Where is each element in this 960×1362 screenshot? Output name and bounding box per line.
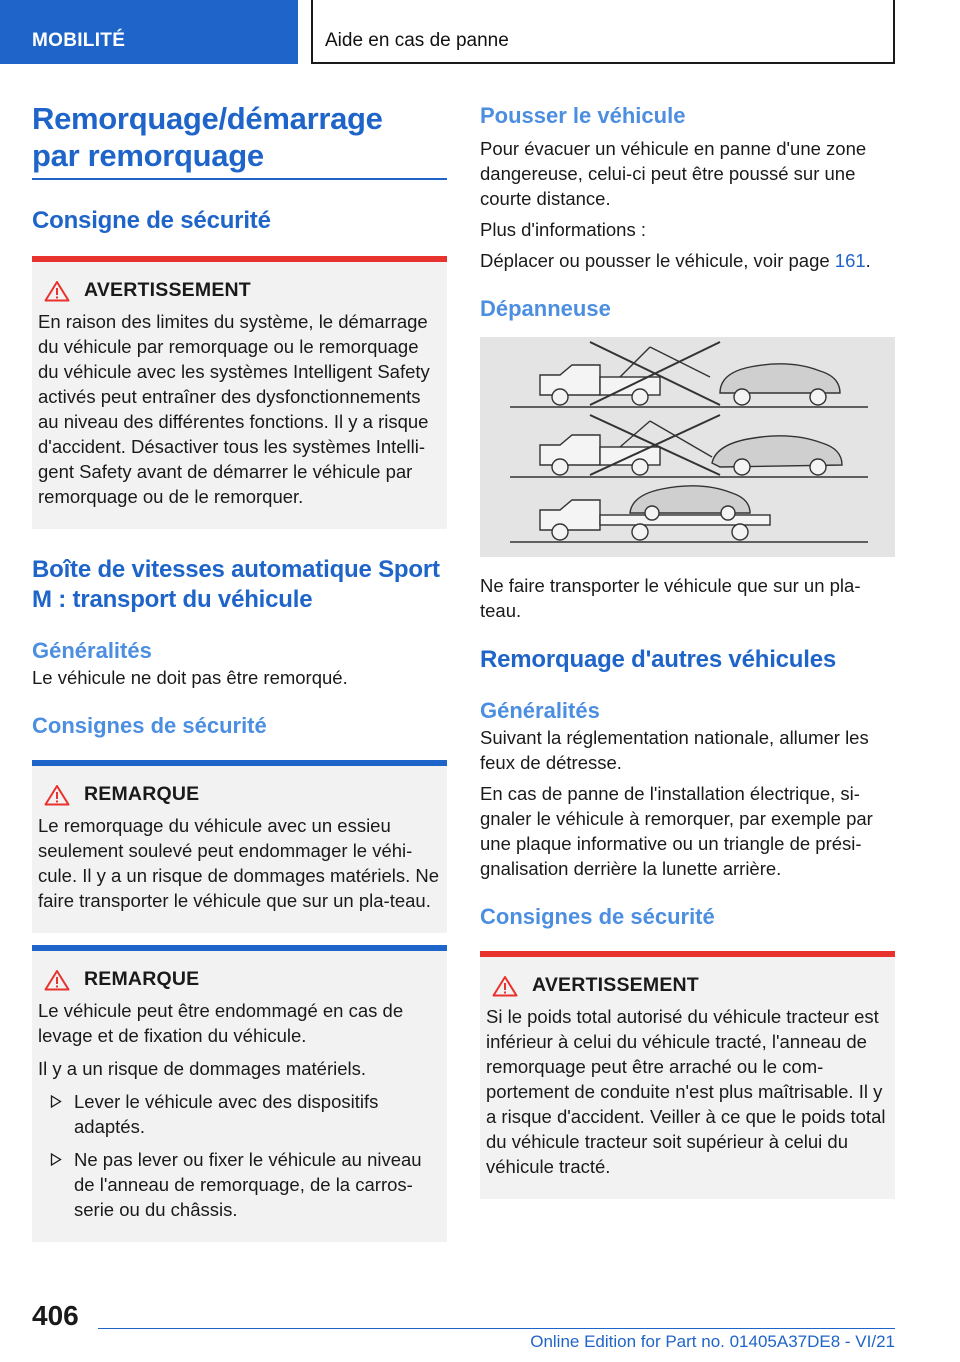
note-label: REMARQUE [84,968,200,990]
heading-pousser-vehicule: Pousser le véhicule [480,103,686,128]
note-box-one-axle [32,760,447,933]
warning-triangle-icon [492,975,518,997]
note-title [38,782,441,807]
list-item [38,1089,441,1139]
warning-title [38,278,441,303]
warning-text: En raison des limites du système, le démarrage du véhicule par remorquage ou le remorquage du véhicule avec les systèmes Intelligent Safety activés peut entraîner des dysfonctionnements au niveau des différentes fonctions. Il y a risque d'accident. Désactiver tous les systèmes Intelli-gent Safety avant de démarrer le véhicule par remorquage ou de le remorquer. [38,311,430,507]
note-text: Le remorquage du véhicule avec un essieu seulement soulevé peut endommager le véhi-cule. Il y a un risque de dommages matériels. Ne faire transporter le véhicule que sur un pla-teau. [38,815,440,911]
warning-title [486,973,889,998]
note-text-1: Le véhicule peut être endommagé en cas de levage et de fixation du véhicule. [38,1000,404,1046]
heading-generalites: Généralités [32,638,152,663]
title-rule [32,178,447,180]
note-text-2: Il y a un risque de dommages matériels. [38,1058,367,1079]
warning-triangle-icon [44,280,70,302]
push-text: Pour évacuer un véhicule en panne d'une zone dangereuse, celui-ci peut être poussé sur une courte distance. [480,138,867,209]
warning-triangle-icon [44,784,70,806]
page-title-line-1: Remorquage/démarrage [32,101,383,136]
note-title [38,967,441,992]
page-title-line-2: par remorquage [32,138,264,173]
general-text-1: Suivant la réglementation nationale, allumer les feux de détresse. [480,727,869,773]
page-number: 406 [32,1300,79,1331]
heading-generalites-right: Généralités [480,698,600,723]
page-link-161[interactable]: 161 [834,250,866,271]
tow-text: Ne faire transporter le véhicule que sur un pla-teau. [480,575,861,621]
footer-rule [98,1328,895,1329]
move-reference-text: Déplacer ou pousser le véhicule, voir page [480,250,835,271]
heading-boite-vitesses: Boîte de vitesses automatique Sport M : transport du véhicule [32,556,440,613]
header-section-label: MOBILITÉ [32,30,126,51]
tow-truck-illustration [480,337,895,557]
warning-box-towing-weight [480,951,895,1199]
left-column [32,100,447,1242]
list-item-text: Lever le véhicule avec des dispositifs adaptés. [74,1091,379,1137]
page-title [32,100,447,174]
more-info-text: Plus d'informations : [480,219,646,240]
warning-label: AVERTISSEMENT [84,279,251,301]
note-label: REMARQUE [84,783,200,805]
warning-label: AVERTISSEMENT [532,974,699,996]
heading-remorquage-autres: Remorquage d'autres véhicules [480,646,837,673]
heading-consigne-securite: Consigne de sécurité [32,207,271,234]
move-reference-end: . [865,250,871,271]
tow-truck-illustration-drawing [480,337,895,557]
generalites-text: Le véhicule ne doit pas être remorqué. [32,667,348,688]
heading-depanneuse: Dépanneuse [480,296,611,321]
triangle-bullet-icon [50,1153,62,1166]
note-box-lifting [32,945,447,1242]
heading-consignes-securite: Consignes de sécurité [32,713,267,738]
warning-triangle-icon [44,969,70,991]
list-item [38,1147,441,1222]
header-chapter-label: Aide en cas de panne [325,30,509,51]
warning-text: Si le poids total autorisé du véhicule tracteur est inférieur à celui du véhicule tracté, l'anneau de remorquage peut être arraché ou le com-portement de conduite n'est plus maîtrisable. Il y a risque d'accident. Veiller à ce que le poids total du véhicule tracteur soit supérieur à celui du véhicule tracté. [486,1006,886,1177]
list-item-text: Ne pas lever ou fixer le véhicule au niveau de l'anneau de remorquage, de la carros-serie ou du châssis. [74,1149,422,1220]
triangle-bullet-icon [50,1095,62,1108]
header-section-tab [0,0,298,64]
heading-consignes-securite-right: Consignes de sécurité [480,904,715,929]
warning-box-safety-systems [32,256,447,529]
general-text-2: En cas de panne de l'installation électrique, si-gnaler le véhicule à remorquer, par exemple par une plaque informative ou un triangle de prési-gnalisation derrière la lunette arrière. [480,783,873,879]
right-column [480,102,895,1199]
note-bullet-list [38,1089,441,1222]
footer-edition: Online Edition for Part no. 01405A37DE8 - VI/21 [530,1332,895,1351]
move-reference [480,248,895,273]
header-chapter-box [311,0,895,64]
